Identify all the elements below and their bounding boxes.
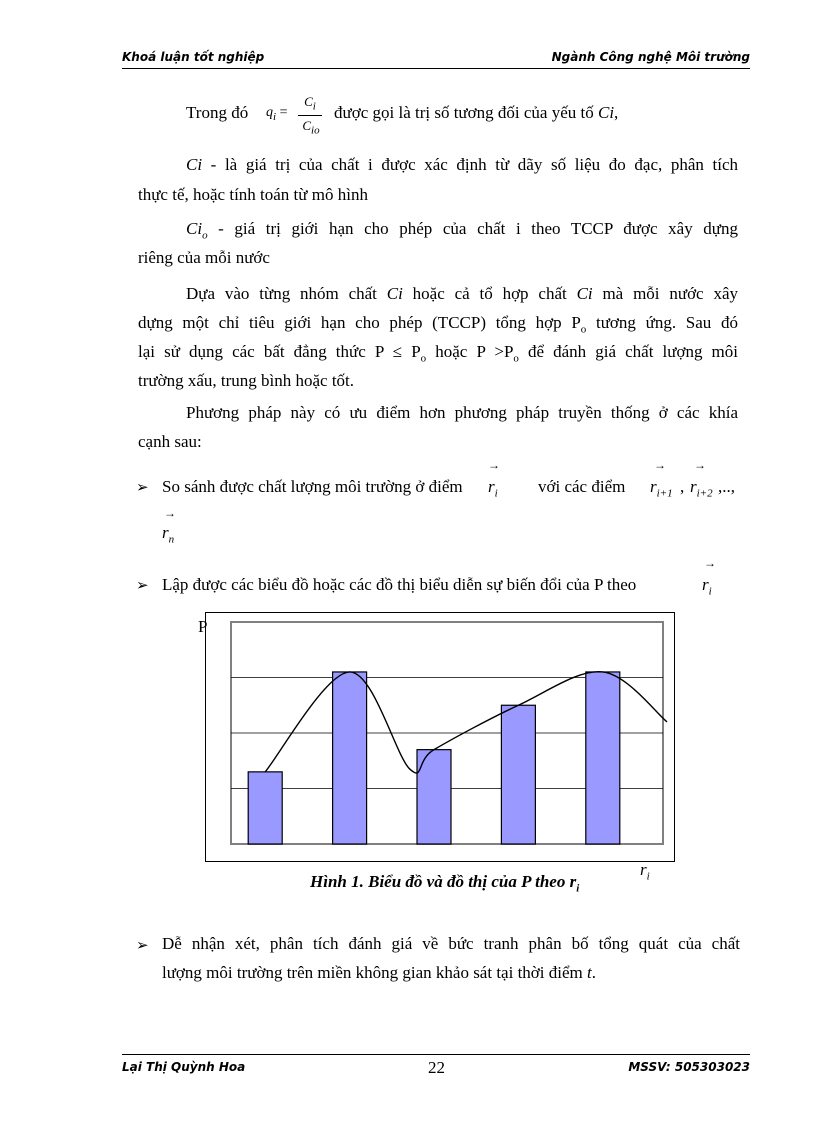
vector-arrow-icon: → (488, 458, 500, 472)
vector-arrow-icon: → (654, 458, 666, 472)
formula-lhs: $q_i$ = (266, 105, 288, 123)
vector-r-i: $r_i$ (488, 477, 498, 500)
page-number: 22 (428, 1058, 445, 1077)
bullet2-text: Lập được các biểu đồ hoặc các đồ thị biểu diễn sự biến đổi của P theo (162, 575, 637, 594)
vector-r-i2: $r_{i+2}$ (690, 477, 713, 500)
paragraph-cio: $Ci_o$ - giá trị giới hạn cho phép của chất i theo TCCP được xây dựng (186, 219, 738, 242)
footer-student-id: MSSV: 505303023 (628, 1060, 750, 1074)
bullet-arrow-icon: ➢ (136, 480, 149, 496)
chart-x-label: $r_i$ (640, 860, 650, 883)
paragraph-dua-line1: Dựa vào từng nhóm chất Ci hoặc cả tổ hợp chất Ci mà mỗi nước xây (186, 284, 738, 303)
bullet3-line1: Dễ nhận xét, phân tích đánh giá về bức tranh phân bố tổng quát của chất (162, 934, 740, 953)
vector-arrow-icon: → (704, 556, 716, 570)
chart-bar (333, 672, 367, 844)
bullet-arrow-icon: ➢ (136, 938, 149, 954)
formula-lead: Trong đó (186, 103, 249, 122)
header-right: Ngành Công nghệ Môi trường (551, 50, 750, 64)
bullet1-text-a: So sánh được chất lượng môi trường ở điểm (162, 477, 463, 496)
header-left: Khoá luận tốt nghiệp (122, 50, 265, 64)
bullet1-sep2: ,.., (718, 477, 735, 496)
vector-r-i: $r_i$ (702, 575, 712, 598)
formula-denominator: $C_{io}$ (302, 118, 320, 137)
vector-arrow-icon: → (164, 506, 176, 520)
bullet3-line2: lượng môi trường trên miền không gian khảo sát tại thời điểm t. (162, 963, 596, 982)
fraction-bar (298, 115, 322, 116)
chart-y-label: P (198, 617, 208, 636)
vector-r-n: $r_n$ (162, 523, 175, 546)
header-rule (122, 68, 750, 69)
bullet-arrow-icon: ➢ (136, 578, 149, 594)
paragraph-dua-line3: lại sử dụng các bất đẳng thức $P \le P_o$ hoặc $P >P_o$ để đánh giá chất lượng môi (138, 342, 738, 365)
figure-caption: Hình 1. Biểu đồ và đồ thị của P theo $r_i$ (310, 872, 580, 895)
bar-chart (205, 612, 675, 862)
chart-bar (248, 772, 282, 844)
paragraph-dua-line2: dựng một chỉ tiêu giới hạn cho phép (TCCP) tổng hợp $P_o$ tương ứng. Sau đó (138, 313, 739, 336)
paragraph-ci: Ci - là giá trị của chất i được xác định từ dãy số liệu đo đạc, phân tích (186, 155, 738, 174)
bullet1-text-b: với các điểm (538, 477, 626, 496)
vector-r-i1: $r_{i+1}$ (650, 477, 673, 500)
formula-tail: được gọi là trị số tương đối của yếu tố Ci, (334, 103, 619, 122)
chart-bar (501, 705, 535, 844)
formula-numerator: $C_i$ (304, 94, 316, 113)
paragraph-dua-line4: trường xấu, trung bình hoặc tốt. (138, 371, 355, 390)
vector-arrow-icon: → (694, 458, 706, 472)
paragraph-pp-line1: Phương pháp này có ưu điểm hơn phương pháp truyền thống ở các khía (186, 403, 738, 422)
footer-rule (122, 1054, 750, 1055)
paragraph-ci-line2: thực tế, hoặc tính toán từ mô hình (138, 185, 368, 204)
paragraph-cio-line2: riêng của mỗi nước (138, 248, 270, 267)
bullet1-sep1: , (680, 477, 685, 496)
paragraph-pp-line2: cạnh sau: (138, 432, 202, 451)
footer-author: Lại Thị Quỳnh Hoa (122, 1060, 246, 1074)
chart-bar (586, 672, 620, 844)
